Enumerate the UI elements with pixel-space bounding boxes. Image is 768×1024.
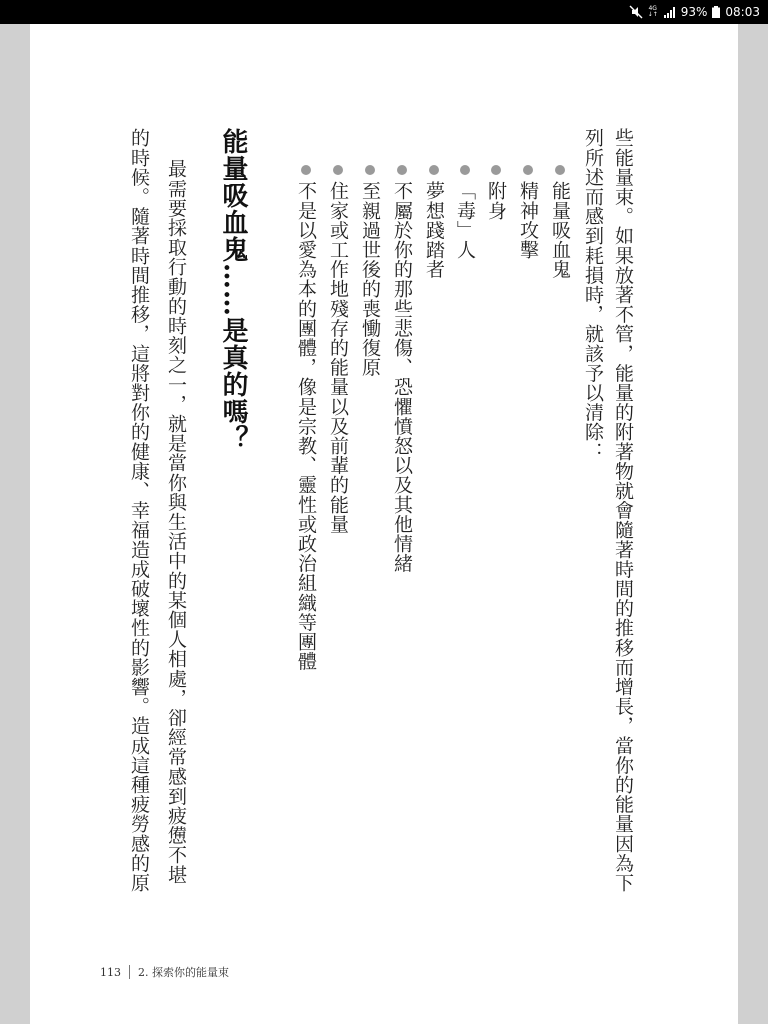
footer-divider [129, 965, 130, 979]
chapter-title: 2. 探索你的能量束 [138, 966, 229, 979]
bullet-dot-icon [523, 165, 533, 175]
bullet-item: 精神攻擊 [518, 165, 537, 259]
clock: 08:03 [725, 5, 760, 19]
bullet-item: 住家或工作地殘存的能量以及前輩的能量 [328, 165, 347, 534]
bullet-dot-icon [491, 165, 501, 175]
bullet-dot-icon [429, 165, 439, 175]
page-number: 113 [100, 965, 121, 979]
bullet-item: 夢想踐踏者 [424, 165, 443, 279]
bullet-dot-icon [365, 165, 375, 175]
page-footer [100, 964, 229, 980]
book-page [30, 24, 738, 1024]
paragraph-line-1: 最需要採取行動的時刻之一，就是當你與生活中的某個人相處，卻經常感到疲憊不堪 [165, 159, 187, 885]
intro-line-2: 列所述而感到耗損時，就該予以清除： [582, 128, 604, 462]
bullet-item: 「毒」人 [455, 165, 474, 259]
bullet-dot-icon [333, 165, 343, 175]
paragraph-line-2: 的時候。隨著時間推移，這將對你的健康、幸福造成破壞性的影響。造成這種疲勞感的原 [128, 128, 150, 893]
status-bar [0, 0, 768, 24]
bullet-dot-icon [460, 165, 470, 175]
battery-icon [712, 6, 720, 18]
battery-percent: 93% [680, 5, 708, 19]
intro-line-1: 些能量束。如果放著不管，能量的附著物就會隨著時間的推移而增長，當你的能量因為下 [612, 128, 634, 893]
bullet-item: 不屬於你的那些悲傷、恐懼憤怒以及其他情緒 [392, 165, 411, 573]
network-type-icon: 4G ↓↑ [647, 5, 658, 18]
section-heading: 能量吸血鬼……是真的嗎？ [218, 128, 248, 452]
bullet-item: 附身 [486, 165, 505, 220]
signal-icon [664, 7, 676, 18]
bullet-item: 不是以愛為本的團體，像是宗教、靈性或政治組織等團體 [296, 165, 315, 671]
mute-icon [629, 5, 643, 19]
bullet-item: 能量吸血鬼 [550, 165, 569, 279]
bullet-dot-icon [397, 165, 407, 175]
status-icons [629, 0, 760, 24]
bullet-dot-icon [301, 165, 311, 175]
bullet-dot-icon [555, 165, 565, 175]
bullet-item: 至親過世後的喪慟復原 [360, 165, 379, 377]
